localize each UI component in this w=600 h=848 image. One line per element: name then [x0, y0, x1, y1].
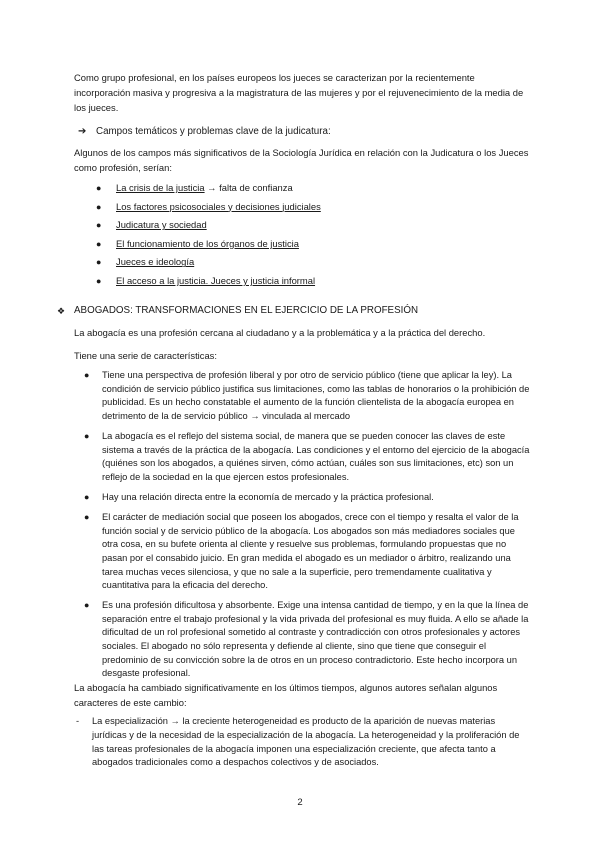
intro-paragraph: Como grupo profesional, en los países europeos los jueces se caracterizan por la recientemente incorporación masiva y progresiva a la magistratura de las mujeres y por el rejuvenecimiento de la media de los jueces.	[74, 72, 524, 113]
page-number: 2	[297, 797, 303, 808]
list-item	[84, 511, 532, 593]
change-paragraph: La abogacía ha cambiado significativamente en los últimos tiempos, algunos autores señalan algunos caracteres de este cambio:	[74, 682, 498, 708]
bullet-icon: ●	[96, 220, 102, 231]
characteristic-text: El carácter de mediación social que poseen los abogados, crece con el tiempo y resalta el valor de la función social y de servicio público de la abogacía. Los abogados son más mediadores sociales que otra cosa, en su bufete orienta al cliente y resuelve sus problemas, formulando propuestas que no pasan por el consabido juicio. En gran medida el abogado es un mediador o árbitro, realizando una tarea muchas veces silenciosa, y que no sale a la superficie, pero tremendamente cualitativa y cuantitativa para la eficacia del derecho.	[102, 512, 519, 591]
abogacia-intro: La abogacía es una profesión cercana al ciudadano y a la problemática y a la práctica del derecho.	[74, 327, 486, 338]
list-item	[96, 200, 321, 219]
diamond-bullet-icon: ❖	[57, 306, 66, 316]
section-heading: ABOGADOS: TRANSFORMACIONES EN EL EJERCICIO DE LA PROFESIÓN	[74, 305, 419, 316]
dash-bullet: -	[76, 716, 80, 726]
list-item	[96, 274, 321, 293]
topic-link[interactable]: Los factores psicosociales y decisiones judiciales	[116, 200, 321, 212]
list-item	[96, 218, 321, 237]
bullet-icon: ●	[96, 183, 102, 193]
bullet-icon: ●	[84, 430, 90, 441]
caracteristicas-intro: Tiene una serie de características:	[74, 350, 217, 361]
list-item	[84, 491, 532, 505]
bullet-icon: ●	[84, 370, 90, 380]
topic-suffix: → falta de confianza	[204, 182, 293, 193]
bullet-icon: ●	[96, 275, 102, 286]
list-item	[96, 181, 321, 200]
list-item	[96, 237, 321, 256]
arrow-icon: ➔	[78, 126, 87, 137]
bullet-icon: ●	[96, 238, 102, 249]
fields-paragraph: Algunos de los campos más significativos de la Sociología Jurídica en relación con la Judicatura o los Jueces como profesión, serían:	[74, 147, 529, 173]
subsection-heading: Campos temáticos y problemas clave de la judicatura:	[96, 126, 331, 137]
bullet-icon: ●	[96, 201, 102, 212]
characteristic-text: Tiene una perspectiva de profesión liberal y por otro de servicio público (tiene que aplicar la ley). La condición de servicio público justifica sus limitaciones, como las tablas de honorarios o la prohibición de publicidad. Es un hecho constatable el aumento de la función clientelista de la abogacía europea en detrimento de la de servicio público → vinculada al mercado	[102, 370, 530, 421]
topic-link[interactable]: El acceso a la justicia. Jueces y justicia informal	[116, 274, 316, 286]
topic-link[interactable]: Judicatura y sociedad	[116, 219, 207, 231]
topic-link[interactable]: La crisis de la justicia	[116, 182, 205, 193]
topic-link[interactable]: Jueces e ideología	[116, 256, 195, 268]
bullet-icon: ●	[96, 257, 102, 268]
change-list-item	[76, 715, 532, 770]
characteristic-text: Hay una relación directa entre la economía de mercado y la práctica profesional.	[102, 491, 434, 502]
characteristic-text: La abogacía es el reflejo del sistema social, de manera que se pueden conocer las claves de este sistema a través de la práctica de la abogacía. Las condiciones y el entorno del ejercicio de la abogacía (quiénes son los abogados, a quiénes sirven, cómo actúan, cuáles son sus limitaciones, etc) son un reflejo de la sociedad en la que ejercen estos profesionales.	[102, 430, 530, 482]
list-item	[84, 430, 532, 484]
list-item	[84, 369, 532, 423]
change-item-text: La especialización → la creciente heterogeneidad es producto de la aparición de nuevas materias jurídicas y de la necesidad de la especialización de la abogacía. La heterogeneidad y la proliferación de las tareas profesionales de la abogacía imponen una especialización creciente, que afecta tanto a abogados tradicionales como a despachos colectivos y de asociados.	[92, 716, 520, 768]
fields-list	[96, 181, 321, 293]
characteristic-text: Es una profesión dificultosa y absorbente. Exige una intensa cantidad de tiempo, y en la que la línea de separación entre el trabajo profesional y la vida privada del profesional es muy fluida. A ello se añade la dificultad de un rol profesional sometido al contraste y contradicción con otros profesionales y actores sociales. El abogado no sólo representa y defiende al cliente, sino que tiene que conseguir el predominio de su convicción sobre la de otros en un proceso contradictorio. Este hecho incorpora un desgaste profesional.	[102, 600, 529, 679]
characteristics-list	[84, 369, 532, 687]
bullet-icon: ●	[84, 512, 90, 523]
topic-link[interactable]: El funcionamiento de los órganos de justicia	[116, 237, 299, 249]
list-item	[96, 255, 321, 274]
bullet-icon: ●	[84, 600, 90, 611]
list-item	[84, 599, 532, 681]
bullet-icon: ●	[84, 491, 90, 502]
